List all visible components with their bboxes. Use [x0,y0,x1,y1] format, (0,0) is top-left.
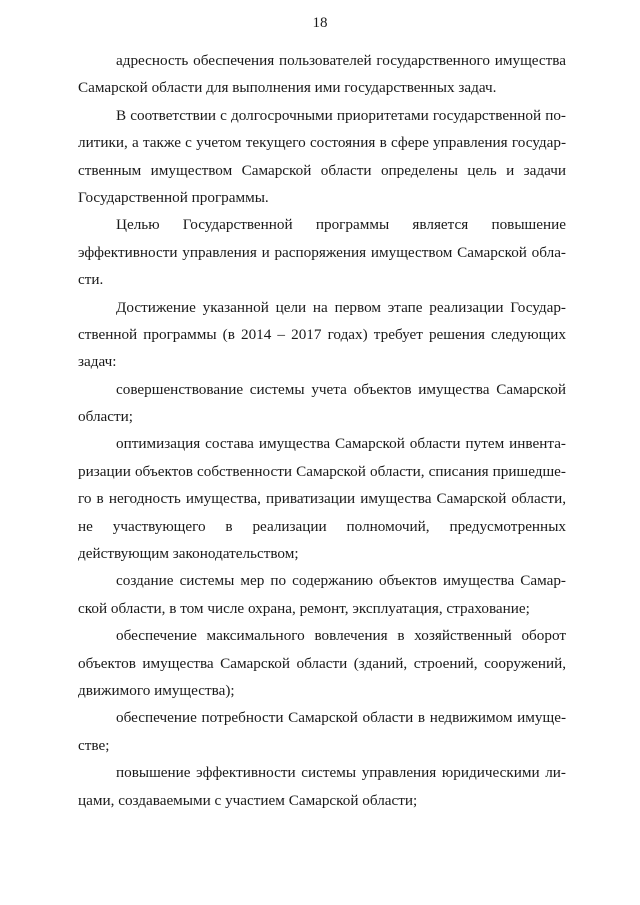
paragraph [78,102,566,212]
text-line: совершенствование системы учета объектов имущества Самарской [116,380,566,398]
paragraph [78,759,566,814]
text-line: цами, создаваемыми с участием Самарской области; [78,791,418,809]
text-line: В соответствии с долгосрочными приоритетами государственной по- [116,106,566,124]
text-line: обеспечение максимального вовлечения в хозяйственный оборот [116,627,566,645]
text-line: создание системы мер по содержанию объектов имущества Самар- [116,572,566,590]
text-line: эффективности управления и распоряжения имуществом Самарской обла- [78,243,566,261]
paragraph [78,622,566,704]
text-line: ризации объектов собственности Самарской области, списания пришедше- [78,462,566,480]
page-number: 18 [312,15,328,31]
text-line: ственной программы (в 2014 – 2017 годах) требует решения следующих [78,325,566,343]
text-line: области; [78,408,133,426]
text-line: движимого имущества); [78,681,235,699]
text-line: обеспечение потребности Самарской области в недвижимом имуще- [116,709,566,727]
text-line: Достижение указанной цели на первом этапе реализации Государ- [116,298,566,316]
text-line: Целью Государственной программы является повышение [116,216,566,234]
text-line: сти. [78,271,104,289]
paragraph [78,704,566,759]
text-line: го в негодность имущества, приватизации имущества Самарской области, [78,490,566,508]
text-line: стве; [78,736,110,754]
text-line: ственным имуществом Самарской области определены цель и задачи [78,161,566,179]
paragraph [78,430,566,567]
paragraph [78,294,566,376]
text-line: ской области, в том числе охрана, ремонт, эксплуатация, страхование; [78,599,530,617]
text-line: объектов имущества Самарской области (зданий, строений, сооружений, [78,654,566,672]
text-line: литики, а также с учетом текущего состояния в сфере управления государ- [78,134,566,152]
text-line: адресность обеспечения пользователей государственного имущества [116,52,566,69]
text-line: Самарской области для выполнения ими государственных задач. [78,79,497,97]
text-line: не участвующего в реализации полномочий, предусмотренных [78,517,566,535]
paragraph [78,47,566,102]
text-line: повышение эффективности системы управления юридическими ли- [116,764,566,782]
paragraph [78,376,566,431]
paragraph [78,567,566,622]
text-line: оптимизация состава имущества Самарской области путем инвента- [116,435,566,453]
paragraph [78,211,566,293]
body-text [78,47,566,814]
text-line: задач: [78,353,117,371]
text-line: действующим законодательством; [78,545,299,563]
text-line: Государственной программы. [78,188,269,206]
